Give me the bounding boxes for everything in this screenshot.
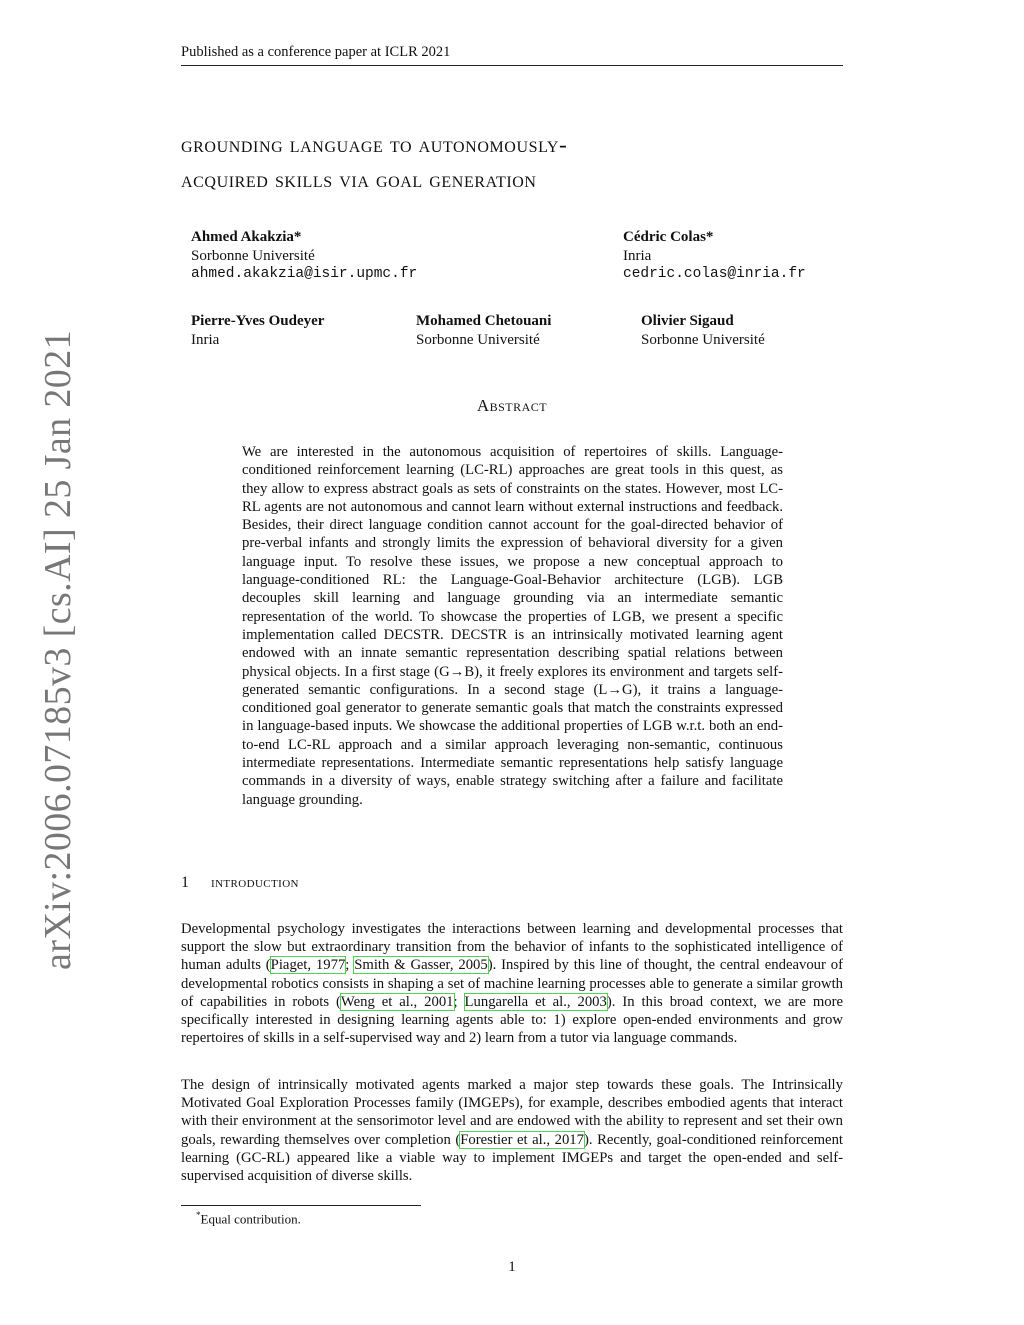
intro-paragraph-2: [181, 1076, 843, 1185]
page-number: 1: [508, 1259, 516, 1275]
author-affiliation: Inria: [191, 331, 220, 348]
author-name: Mohamed Chetouani: [416, 313, 552, 329]
author-block-3: [191, 312, 324, 349]
author-block-1: [191, 228, 417, 284]
paper-title: [181, 128, 821, 198]
footnote-mark: *: [196, 1210, 201, 1220]
text-run: The design of intrinsically motivated agents marked a major step towards these goals. The Intrinsically Motivated Goal Exploration Processes family (IMGEPs), for example, describes embodied agents that interact with their environment at the sensorimotor level and are endowed with the ability to represent and set their own goals, rewarding themselves over completion (: [181, 1077, 843, 1148]
author-block-5: [641, 312, 765, 349]
footnote-text: Equal contribution.: [200, 1211, 301, 1227]
citation-link[interactable]: Weng et al., 2001: [340, 993, 454, 1010]
abstract-text: We are interested in the autonomous acquisition of repertoires of skills. Language-conditioned reinforcement learning (LC-RL) approaches are great tools in this quest, as they allow to express abstract goals as sets of constraints on the states. However, most LC-RL agents are not autonomous and cannot learn without external instructions and feedback. Besides, their direct language condition cannot account for the goal-directed behavior of pre-verbal infants and strongly limits the expression of behavioral diversity for a given language input. To resolve these issues, we propose a new conceptual approach to language-conditioned RL: the Language-Goal-Behavior architecture (LGB). LGB decouples skill learning and language grounding via an intermediate semantic representation of the world. To showcase the properties of LGB, we present a specific implementation called DECSTR. DECSTR is an intrinsically motivated learning agent endowed with an innate semantic representation describing spatial relations between physical objects. In a first stage (G→B), it freely explores its environment and targets self-generated semantic configurations. In a second stage (L→G), it trains a language-conditioned goal generator to generate semantic goals that match the constraints expressed in language-based inputs. We showcase the additional properties of LGB w.r.t. both an end-to-end LC-RL approach and a similar approach leveraging non-semantic, continuous intermediate representations. Intermediate semantic representations help satisfy language commands in a diversity of ways, enable strategy switching after a failure and facilitate language grounding.: [242, 444, 783, 808]
text-run: ;: [345, 957, 355, 974]
section-heading: [181, 874, 299, 892]
title-line-1: grounding language to autonomously-: [181, 132, 568, 158]
author-email[interactable]: ahmed.akakzia@isir.upmc.fr: [191, 266, 418, 282]
author-name: Ahmed Akakzia*: [191, 229, 302, 245]
author-name: Olivier Sigaud: [641, 313, 734, 329]
citation-link[interactable]: Forestier et al., 2017: [460, 1131, 584, 1148]
section-title: introduction: [211, 874, 299, 891]
author-affiliation: Sorbonne Université: [191, 247, 315, 264]
author-name: Pierre-Yves Oudeyer: [191, 313, 325, 329]
text-run: ). Recently, goal-conditioned reinforcement learning (GC-RL) appeared like a viable way to implement IMGEPs and target the open-ended and self-supervised acquisition of diverse skills.: [181, 1131, 843, 1185]
intro-paragraph-1: [181, 920, 843, 1047]
text-run: ). Inspired by this line of thought, the central endeavour of developmental robotics consists in shaping a set of machine learning processes able to generate a similar growth of capabilities in robots (: [181, 957, 843, 1010]
author-block-2: [623, 228, 806, 284]
citation-link[interactable]: Lungarella et al., 2003: [464, 993, 607, 1010]
author-email[interactable]: cedric.colas@inria.fr: [623, 266, 806, 282]
running-header: Published as a conference paper at ICLR 2021: [181, 44, 843, 66]
text-run: ;: [453, 993, 465, 1010]
author-name: Cédric Colas*: [623, 229, 714, 245]
text-run: ). In this broad context, we are more specifically interested in designing learning agents able to: 1) explore open-ended environments and grow repertoires of skills in a self-supervised way and 2) learn from a tutor via language commands.: [181, 993, 844, 1047]
title-line-2: acquired skills via goal generation: [181, 167, 537, 193]
abstract-heading: Abstract: [476, 396, 548, 415]
footnote: [196, 1210, 301, 1227]
footnote-rule: [181, 1205, 421, 1206]
citation-link[interactable]: Smith & Gasser, 2005: [354, 957, 488, 974]
author-block-4: [416, 312, 551, 349]
citation-link[interactable]: Piaget, 1977: [270, 957, 346, 974]
author-affiliation: Inria: [623, 247, 652, 264]
section-number: 1: [181, 874, 190, 891]
text-run: Developmental psychology investigates the interactions between learning and developmental processes that support the slow but extraordinary transition from the behavior of infants to the sophisticated intelligence of human adults (: [181, 921, 843, 974]
arxiv-stamp: arXiv:2006.07185v3 [cs.AI] 25 Jan 2021: [37, 330, 79, 970]
author-affiliation: Sorbonne Université: [416, 331, 540, 348]
author-affiliation: Sorbonne Université: [641, 331, 765, 348]
